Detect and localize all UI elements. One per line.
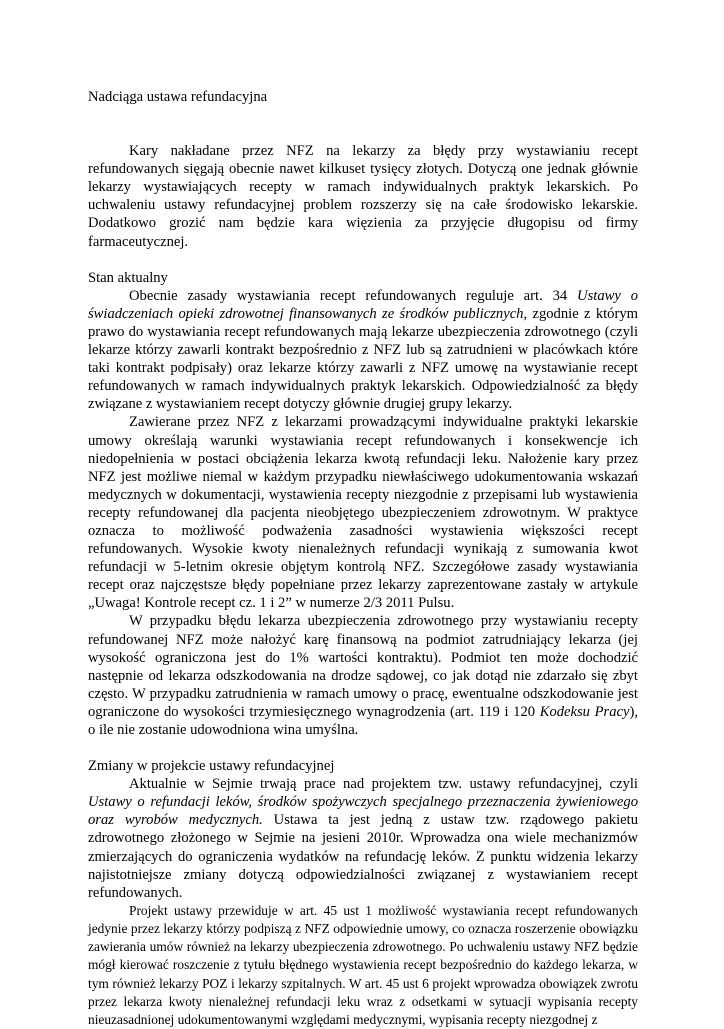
- document-title: Nadciąga ustawa refundacyjna: [88, 89, 268, 105]
- section1-paragraph-2: Zawierane przez NFZ z lekarzami prowadzącymi indywidualne praktyki lekarskie umowy określają warunki wystawiania recept refundowanych i konsekwencje ich niedopełnienia w postaci obciążenia lekarza kwotą refundacji leku. Nałożenie kary przez NFZ jest możliwe niemal w każdym przypadku niewłaściwego udokumentowania wskazań medycznych w dokumentacji, wystawienia recepty niezgodnie z przepisami lub wystawienia recepty refundowanej dla pacjenta nieobjętego ubezpieczeniem zdrowotnym. W praktyce oznacza to możliwość podważenia zasadności wystawienia większości recept refundowanych. Wysokie kwoty nienależnych refundacji wynikają z sumowania kwot refundacji w 5-letnim okresie objętym kontrolą NFZ. Szczegółowe zasady wystawiania recept oraz najczęstsze błędy popełniane przez lekarzy zaprezentowane zastały w artykule „Uwaga! Kontrole recept cz. 1 i 2” w numerze 2/3 2011 Pulsu.: [88, 414, 638, 612]
- section2-paragraph-2: Projekt ustawy przewiduje w art. 45 ust 1 możliwość wystawiania recept refundowanych jedynie przez lekarzy którzy podpiszą z NFZ odpowiednie umowy, co oznacza roszerzenie obowiązku zawierania umów również na lekarzy ubezpieczenia zdrowotnego. Po uchwaleniu ustawy NFZ będzie mógł kierować roszczenie z tytułu błędnego wystawienia recept bezpośrednio do każdego lekarza, w tym również lekarzy POZ i lekarzy szpitalnych. W art. 45 ust 6 projekt wprowadza obowiązek zwrotu przez lekarza kwoty nienależnej refundacji leku wraz z odsetkami w sytuacji wypisania recepty nieuzasadnionej udokumentowanymi względami medycznymi, wypisania recepty niezgodnej z: [88, 902, 638, 1028]
- section1-paragraph-1: Obecnie zasady wystawiania recept refundowanych reguluje art. 34 Ustawy o świadczeniach opieki zdrowotnej finansowanych ze środków publicznych, zgodnie z którym prawo do wystawiania recept refundowanych mają lekarze ubezpieczenia zdrowotnego (czyli lekarze którzy zawarli kontrakt bezpośrednio z NFZ lub są zatrudnieni w placówkach które taki kontrakt podpisały) oraz lekarze którzy zawarli z NFZ umowę na wystawianie recept refundowanych w ramach indywidualnych praktyk lekarskich. Odpowiedzialność za błędy związane z wystawianiem recept dotyczy głównie drugiej grupy lekarzy.: [88, 287, 638, 413]
- section2-paragraph-1: Aktualnie w Sejmie trwają prace nad projektem tzw. ustawy refundacyjnej, czyli Ustawy o refundacji leków, środków spożywczych specjalnego przeznaczenia żywieniowego oraz wyrobów medycznych. Ustawa ta jest jedną z ustaw tzw. rządowego pakietu zdrowotnego złożonego w Sejmie na jesieni 2010r. Wprowadza ona wiele mechanizmów zmierzających do ograniczenia wydatków na refundację leków. Z punktu widzenia lekarzy najistotniejsze zmiany dotyczą odpowiedzialności związanej z wystawianiem recept refundowanych.: [88, 776, 638, 901]
- section-heading-current-state: Stan aktualny: [88, 269, 168, 286]
- intro-paragraph: Kary nakładane przez NFZ na lekarzy za błędy przy wystawianiu recept refundowanych sięgają obecnie nawet kilkuset tysięcy złotych. Dotyczą one jednak głównie lekarzy wystawiających recepty w ramach indywidualnych praktyk lekarskich. Po uchwaleniu ustawy refundacyjnej problem rozszerzy się na całe środowisko lekarskie. Dodatkowo grozić nam będzie kara więzienia za przyjęcie długopisu od firmy farmaceutycznej.: [88, 143, 638, 250]
- document-page: [88, 88, 638, 1029]
- section1-paragraph-3: W przypadku błędu lekarza ubezpieczenia zdrowotnego przy wystawianiu recepty refundowanej NFZ może nałożyć karę finansową na podmiot zatrudniający lekarza (jej wysokość ograniczona jest do 1% wartości kontraktu). Podmiot ten może dochodzić następnie od lekarza odszkodowania na drodze sądowej, co jak dotąd nie zdarzało się zbyt często. W przypadku zatrudnienia w ramach umowy o pracę, ewentualne odszkodowanie jest ograniczone do wysokości trzymiesięcznego wynagrodzenia (art. 119 i 120 Kodeksu Pracy), o ile nie zostanie udowodniona wina umyślna.: [88, 613, 638, 738]
- section-heading-changes: Zmiany w projekcie ustawy refundacyjnej: [88, 758, 335, 775]
